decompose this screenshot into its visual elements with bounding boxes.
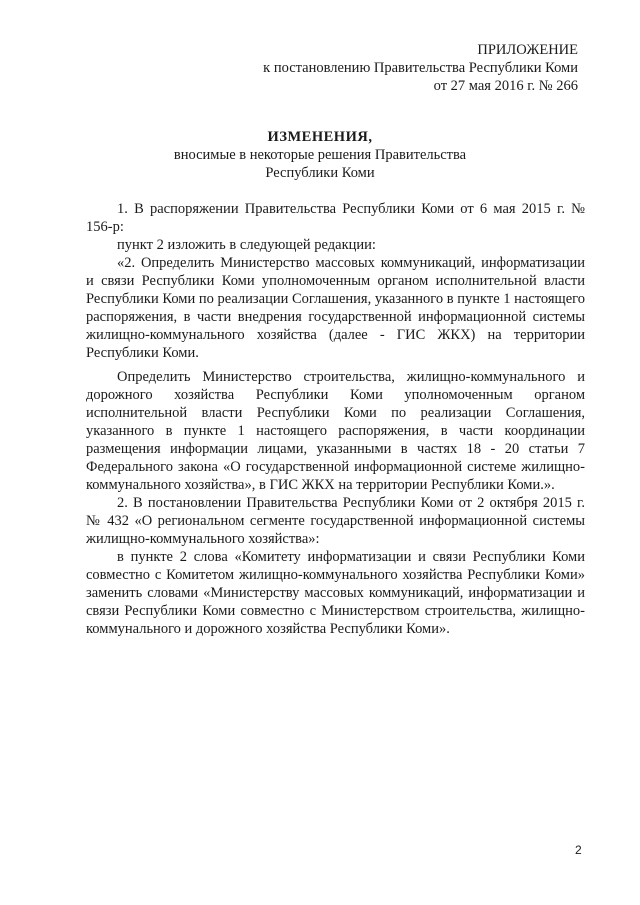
- document-body: [86, 200, 585, 638]
- document-heading: [0, 128, 640, 182]
- appendix-header: [263, 41, 578, 95]
- paragraph-4: Определить Министерство строительства, жилищно-коммунального и дорожного хозяйства Республики Коми уполномоченным органом исполнительной власти Республики Коми по реализации Соглашения, указанного в пункте 1 настоящего распоряжения, в части координации размещения информации лицами, указанными в частях 18 - 20 статьи 7 Федерального закона «О государственной информационной системе жилищно-коммунального хозяйства», в ГИС ЖКХ на территории Республики Коми.».: [86, 369, 585, 493]
- document-title: ИЗМЕНЕНИЯ,: [267, 129, 373, 145]
- paragraph-3: «2. Определить Министерство массовых коммуникаций, информатизации и связи Республики Коми уполномоченным органом исполнительной власти Республики Коми по реализации Соглашения, указанного в пункте 1 настоящего распоряжения, в части внедрения государственной информационной системы жилищно-коммунального хозяйства (далее - ГИС ЖКХ) на территории Республики Коми.: [86, 255, 585, 361]
- document-subtitle-line1: вносимые в некоторые решения Правительства: [173, 147, 467, 163]
- paragraph-1: 1. В распоряжении Правительства Республики Коми от 6 мая 2015 г. № 156-р:: [86, 201, 585, 235]
- document-subtitle-line2: Республики Коми: [265, 165, 375, 181]
- appendix-date: от 27 мая 2016 г. № 266: [433, 78, 578, 94]
- page-number: 2: [575, 843, 582, 857]
- appendix-reference: к постановлению Правительства Республики Коми: [263, 60, 578, 76]
- appendix-label: ПРИЛОЖЕНИЕ: [477, 42, 578, 58]
- paragraph-6: в пункте 2 слова «Комитету информатизации и связи Республики Коми совместно с Комитетом жилищно-коммунального хозяйства Республики Коми» заменить словами «Министерству массовых коммуникаций, информатизации и связи Республики Коми совместно с Министерством строительства, жилищно-коммунального и дорожного хозяйства Республики Коми».: [86, 549, 585, 637]
- paragraph-5: 2. В постановлении Правительства Республики Коми от 2 октября 2015 г. № 432 «О региональном сегменте государственной информационной системы жилищно-коммунального хозяйства»:: [86, 495, 585, 547]
- paragraph-2: пункт 2 изложить в следующей редакции:: [117, 237, 376, 253]
